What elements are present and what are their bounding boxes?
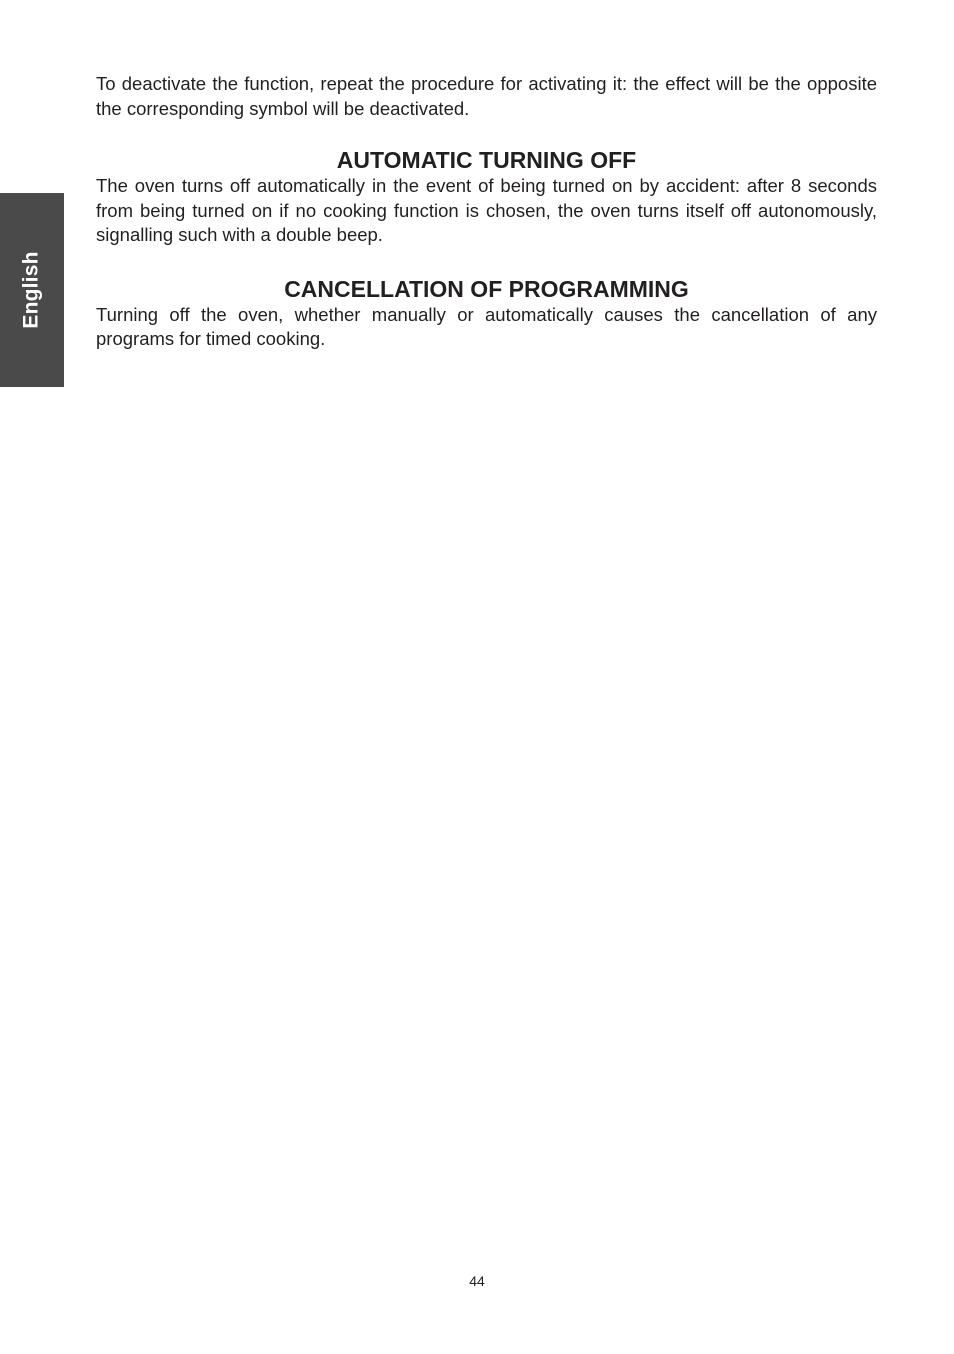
page-content xyxy=(96,72,877,352)
heading-automatic-turning-off: AUTOMATIC TURNING OFF xyxy=(336,147,637,173)
paragraph-automatic-turning-off: The oven turns off automatically in the event of being turned on by accident: after 8 seconds from being turned on if no cooking function is chosen, the oven turns itself off autonomously, signalling such with a double beep. xyxy=(96,175,877,245)
language-tab-label: English xyxy=(20,251,43,329)
paragraph-cancellation-of-programming: Turning off the oven, whether manually or automatically causes the cancellation of any programs for timed cooking. xyxy=(96,303,877,349)
language-tab xyxy=(0,193,64,387)
heading-cancellation-of-programming: CANCELLATION OF PROGRAMMING xyxy=(284,275,689,302)
intro-paragraph: To deactivate the function, repeat the procedure for activating it: the effect will be the opposite the corresponding symbol will be deactivated. xyxy=(96,73,877,119)
page-number: 44 xyxy=(469,1273,485,1289)
